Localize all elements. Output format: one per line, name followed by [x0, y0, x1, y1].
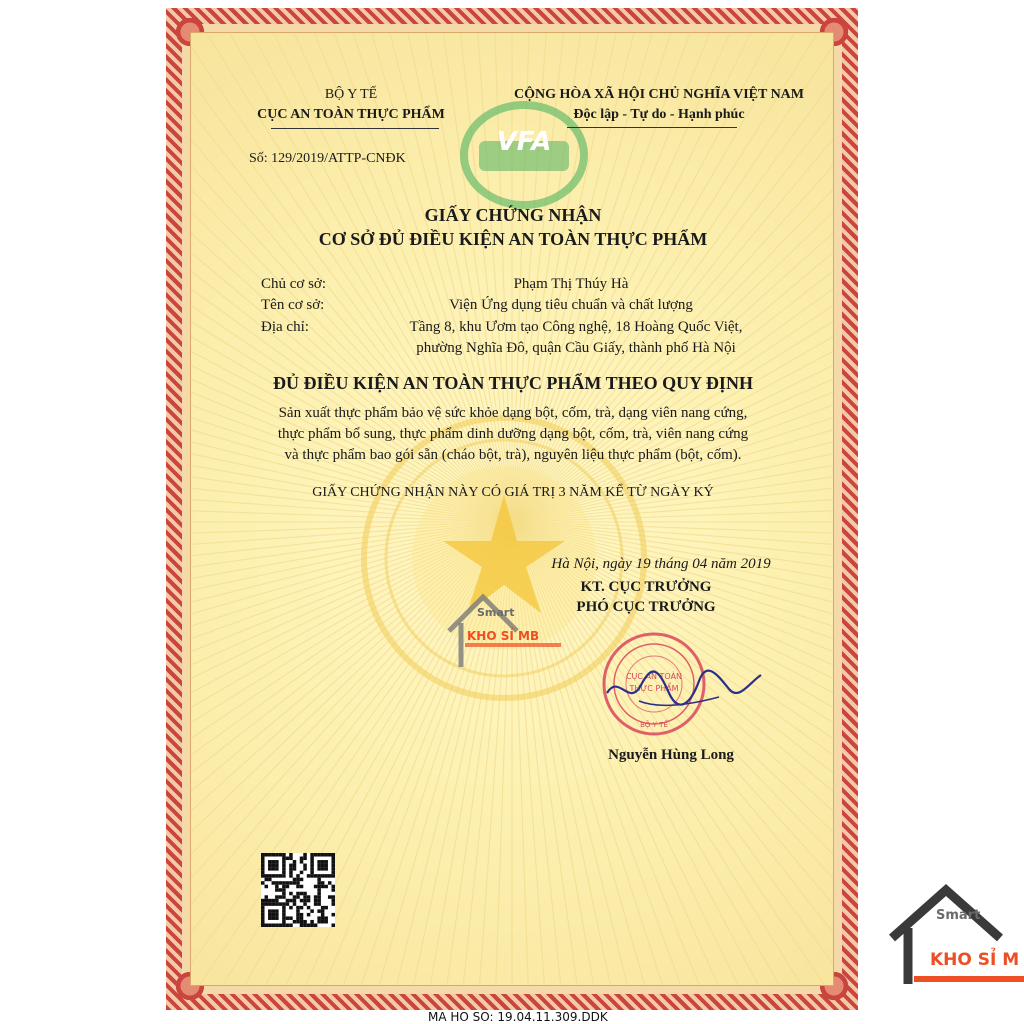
document-number: Số: 129/2019/ATTP-CNĐK — [249, 151, 406, 166]
address-line-2: phường Nghĩa Đô, quận Cầu Giấy, thành phố Hà Nội — [416, 340, 736, 356]
scope-line-2: thực phẩm bổ sung, thực phẩm dinh dưỡng dạng bột, cốm, trà, viên nang cứng — [277, 426, 749, 442]
motto: Độc lập - Tự do - Hạnh phúc — [573, 107, 745, 122]
signer-role-1: KT. CỤC TRƯỞNG — [580, 579, 712, 595]
certificate-subtitle: CƠ SỞ ĐỦ ĐIỀU KIỆN AN TOÀN THỰC PHẨM — [318, 229, 708, 249]
scope-line-3: và thực phẩm bao gói sẵn (cháo bột, trà), nguyên liệu thực phẩm (bột, cốm). — [284, 447, 742, 463]
motto-underline — [567, 127, 737, 128]
handwritten-signature — [599, 653, 769, 723]
ministry-name: BỘ Y TẾ — [324, 87, 378, 102]
watermark-brand-text: KHO SỈ MB — [467, 629, 540, 643]
owner-label: Chủ cơ sở: — [261, 276, 327, 292]
certificate-title: GIẤY CHỨNG NHẬN — [424, 205, 602, 225]
certificate-border — [166, 8, 858, 1010]
svg-text:BỘ Y TẾ: BỘ Y TẾ — [640, 721, 668, 729]
facility-label: Tên cơ sở: — [261, 297, 325, 313]
watermark-smart-text: Smart — [477, 606, 515, 619]
issue-date: Hà Nội, ngày 19 tháng 04 năm 2019 — [551, 556, 771, 572]
agency-underline — [271, 128, 439, 129]
brand-smart-text: Smart — [936, 908, 981, 923]
vfa-logo-text: VFA — [496, 127, 552, 157]
signer-role-2: PHÓ CỤC TRƯỞNG — [576, 599, 716, 615]
address-label: Địa chỉ: — [261, 319, 309, 335]
nation-name: CỘNG HÒA XÃ HỘI CHỦ NGHĨA VIỆT NAM — [513, 87, 804, 102]
svg-text:THỰC PHẨM: THỰC PHẨM — [629, 684, 679, 693]
footer-record-code: MA HO SO: 19.04.11.309.DDK — [428, 1010, 608, 1024]
owner-value: Phạm Thị Thúy Hà — [513, 276, 629, 292]
eligibility-heading: ĐỦ ĐIỀU KIỆN AN TOÀN THỰC PHẨM THEO QUY ĐỊNH — [273, 373, 753, 393]
signer-name: Nguyễn Hùng Long — [608, 747, 734, 763]
brand-house-icon — [884, 880, 1024, 990]
address-line-1: Tầng 8, khu Ươm tạo Công nghệ, 18 Hoàng Quốc Việt, — [409, 319, 743, 335]
agency-name: CỤC AN TOÀN THỰC PHẨM — [257, 107, 445, 122]
facility-value: Viện Ứng dụng tiêu chuẩn và chất lượng — [449, 297, 693, 313]
watermark-house-icon — [439, 583, 579, 673]
validity-statement: GIẤY CHỨNG NHẬN NÀY CÓ GIÁ TRỊ 3 NĂM KỂ TỪ NGÀY KÝ — [312, 485, 714, 500]
certificate-paper — [190, 32, 834, 986]
brand-name-text: KHO SỈ M — [930, 950, 1020, 970]
svg-text:CỤC AN TOÀN: CỤC AN TOÀN — [625, 672, 683, 681]
qr-code — [261, 853, 335, 927]
scope-line-1: Sản xuất thực phẩm bảo vệ sức khỏe dạng bột, cốm, trà, dạng viên nang cứng, — [278, 405, 748, 421]
